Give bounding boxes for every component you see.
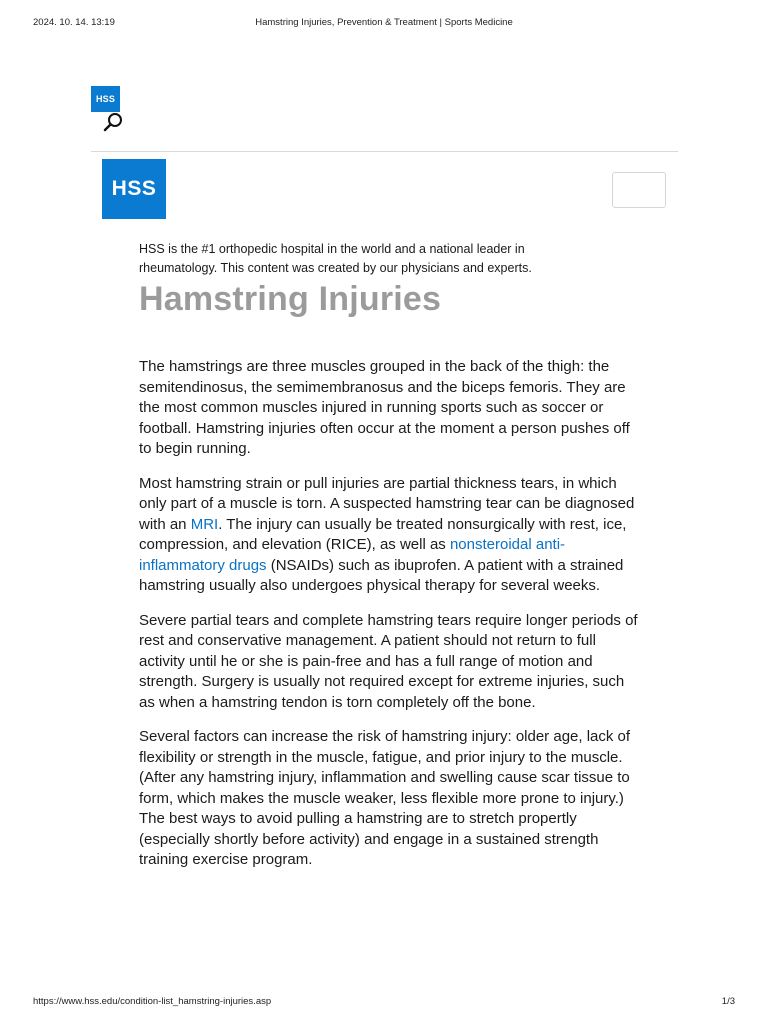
print-footer	[33, 996, 735, 1008]
print-url: https://www.hss.edu/condition-list_hamstring-injuries.asp	[33, 996, 272, 1007]
paragraph-text: (NSAIDs) such as ibuprofen. A patient with a strained hamstring usually also undergoes physical therapy for several weeks.	[139, 556, 624, 594]
search-icon[interactable]	[103, 111, 125, 133]
paragraph-text: Most hamstring strain or pull injuries are partial thickness tears, in which only part of a muscle is torn. A suspected hamstring tear can be diagnosed with an	[139, 474, 635, 533]
article-paragraph-3: Severe partial tears and complete hamstring tears require longer periods of rest and conservative management. A patient should not return to full activity until he or she is pain-free and has a full range of motion and strength. Surgery is usually not required except for extreme injuries, such as when a hamstring tendon is torn completely off the bone.	[139, 611, 638, 711]
page-title: Hamstring Injuries	[139, 280, 442, 318]
mri-link[interactable]: MRI	[190, 515, 219, 533]
article-paragraph-4: Several factors can increase the risk of hamstring injury: older age, lack of flexibility or strength in the muscle, fatigue, and prior injury to the muscle. (After any hamstring injury, inflammation and swelling cause scar tissue to form, which makes the muscle weaker, less flexible more prone to injury.) The best ways to avoid pulling a hamstring are to stretch propertly (especially shortly before activity) and engage in a sustained strength training exercise program.	[139, 728, 631, 868]
print-page-title: Hamstring Injuries, Prevention & Treatment | Sports Medicine	[255, 17, 513, 28]
menu-button[interactable]	[612, 172, 666, 208]
hss-logo[interactable]: HSS	[102, 159, 166, 219]
print-header	[33, 17, 735, 29]
nsaids-link[interactable]: nonsteroidal anti-inflammatory drugs	[139, 536, 566, 574]
intro-text: HSS is the #1 orthopedic hospital in the world and a national leader in rheumatology. This content was created by our physicians and experts.	[139, 242, 532, 275]
article-paragraph-1: The hamstrings are three muscles grouped in the back of the thigh: the semitendinosus, the semimembranosus and the biceps femoris. They are the most common muscles injured in running sports such as soccer or football. Hamstring injuries often occur at the moment a person pushes off to begin running.	[139, 358, 630, 457]
paragraph-text: . The injury can usually be treated nonsurgically with rest, ice, compression, and elevation (RICE), as well as	[139, 515, 627, 553]
article-body	[139, 357, 639, 885]
print-datetime: 2024. 10. 14. 13:19	[33, 17, 115, 28]
hss-small-logo[interactable]: HSS	[91, 86, 120, 112]
article-paragraph-2	[139, 474, 639, 597]
header-divider	[91, 151, 678, 152]
print-page-number: 1/3	[721, 996, 735, 1007]
